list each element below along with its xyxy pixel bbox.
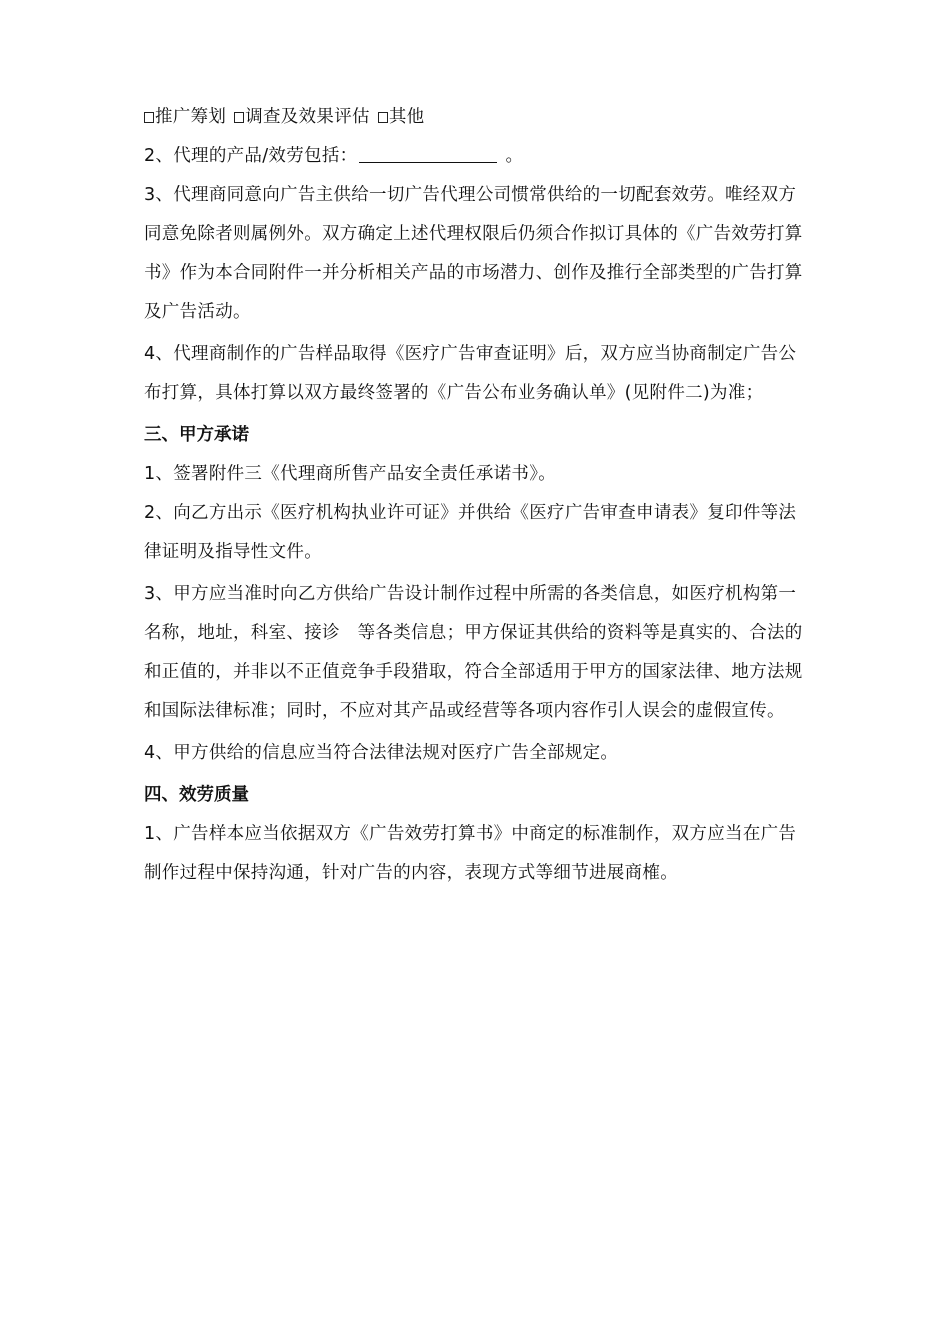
document-page — [144, 98, 809, 893]
party-a-item-3: 3、甲方应当准时向乙方供给广告设计制作过程中所需的各类信息，如医疗机构第一名称，地址，科室、接诊 等各类信息；甲方保证其供给的资料等是真实的、合法的和正值的，并非以不正值竞争手段猎取，符合全部适用于甲方的国家法律、地方法规和国际法律标准；同时，不应对其产品或经营等各项内容作引人误会的虚假宣传。 — [144, 584, 803, 721]
section-heading-party-a: 三、甲方承诺 — [144, 425, 249, 445]
party-a-item-1: 1、签署附件三《代理商所售产品安全责任承诺书》。 — [144, 464, 557, 484]
option-other: 其他 — [378, 107, 425, 127]
checkbox-icon — [234, 112, 244, 123]
checkbox-icon — [378, 112, 388, 123]
option-promotion: 推广筹划 — [144, 107, 226, 127]
fill-in-blank — [359, 144, 497, 163]
service-options-line — [144, 98, 809, 137]
quality-item-1: 1、广告样本应当依据双方《广告效劳打算书》中商定的标准制作，双方应当在广告制作过程中保持沟通，针对广告的内容，表现方式等细节进展商榷。 — [144, 824, 797, 883]
section-heading-quality: 四、效劳质量 — [144, 785, 249, 805]
clause-4-publishing: 4、代理商制作的广告样品取得《医疗广告审查证明》后，双方应当协商制定广告公布打算，具体打算以双方最终签署的《广告公布业务确认单》(见附件二)为准； — [144, 344, 797, 403]
clause-3-services: 3、代理商同意向广告主供给一切广告代理公司惯常供给的一切配套效劳。唯经双方同意免除者则属例外。双方确定上述代理权限后仍须合作拟订具体的《广告效劳打算书》作为本合同附件一并分析相关产品的市场潜力、创作及推行全部类型的广告打算及广告活动。 — [144, 185, 803, 322]
checkbox-icon — [144, 112, 154, 123]
party-a-item-2: 2、向乙方出示《医疗机构执业许可证》并供给《医疗广告审查申请表》复印件等法律证明及指导性文件。 — [144, 503, 797, 562]
clause-2-products: 2、代理的产品/效劳包括： 。 — [144, 146, 524, 166]
option-survey: 调查及效果评估 — [234, 107, 370, 127]
party-a-item-4: 4、甲方供给的信息应当符合法律法规对医疗广告全部规定。 — [144, 743, 619, 763]
